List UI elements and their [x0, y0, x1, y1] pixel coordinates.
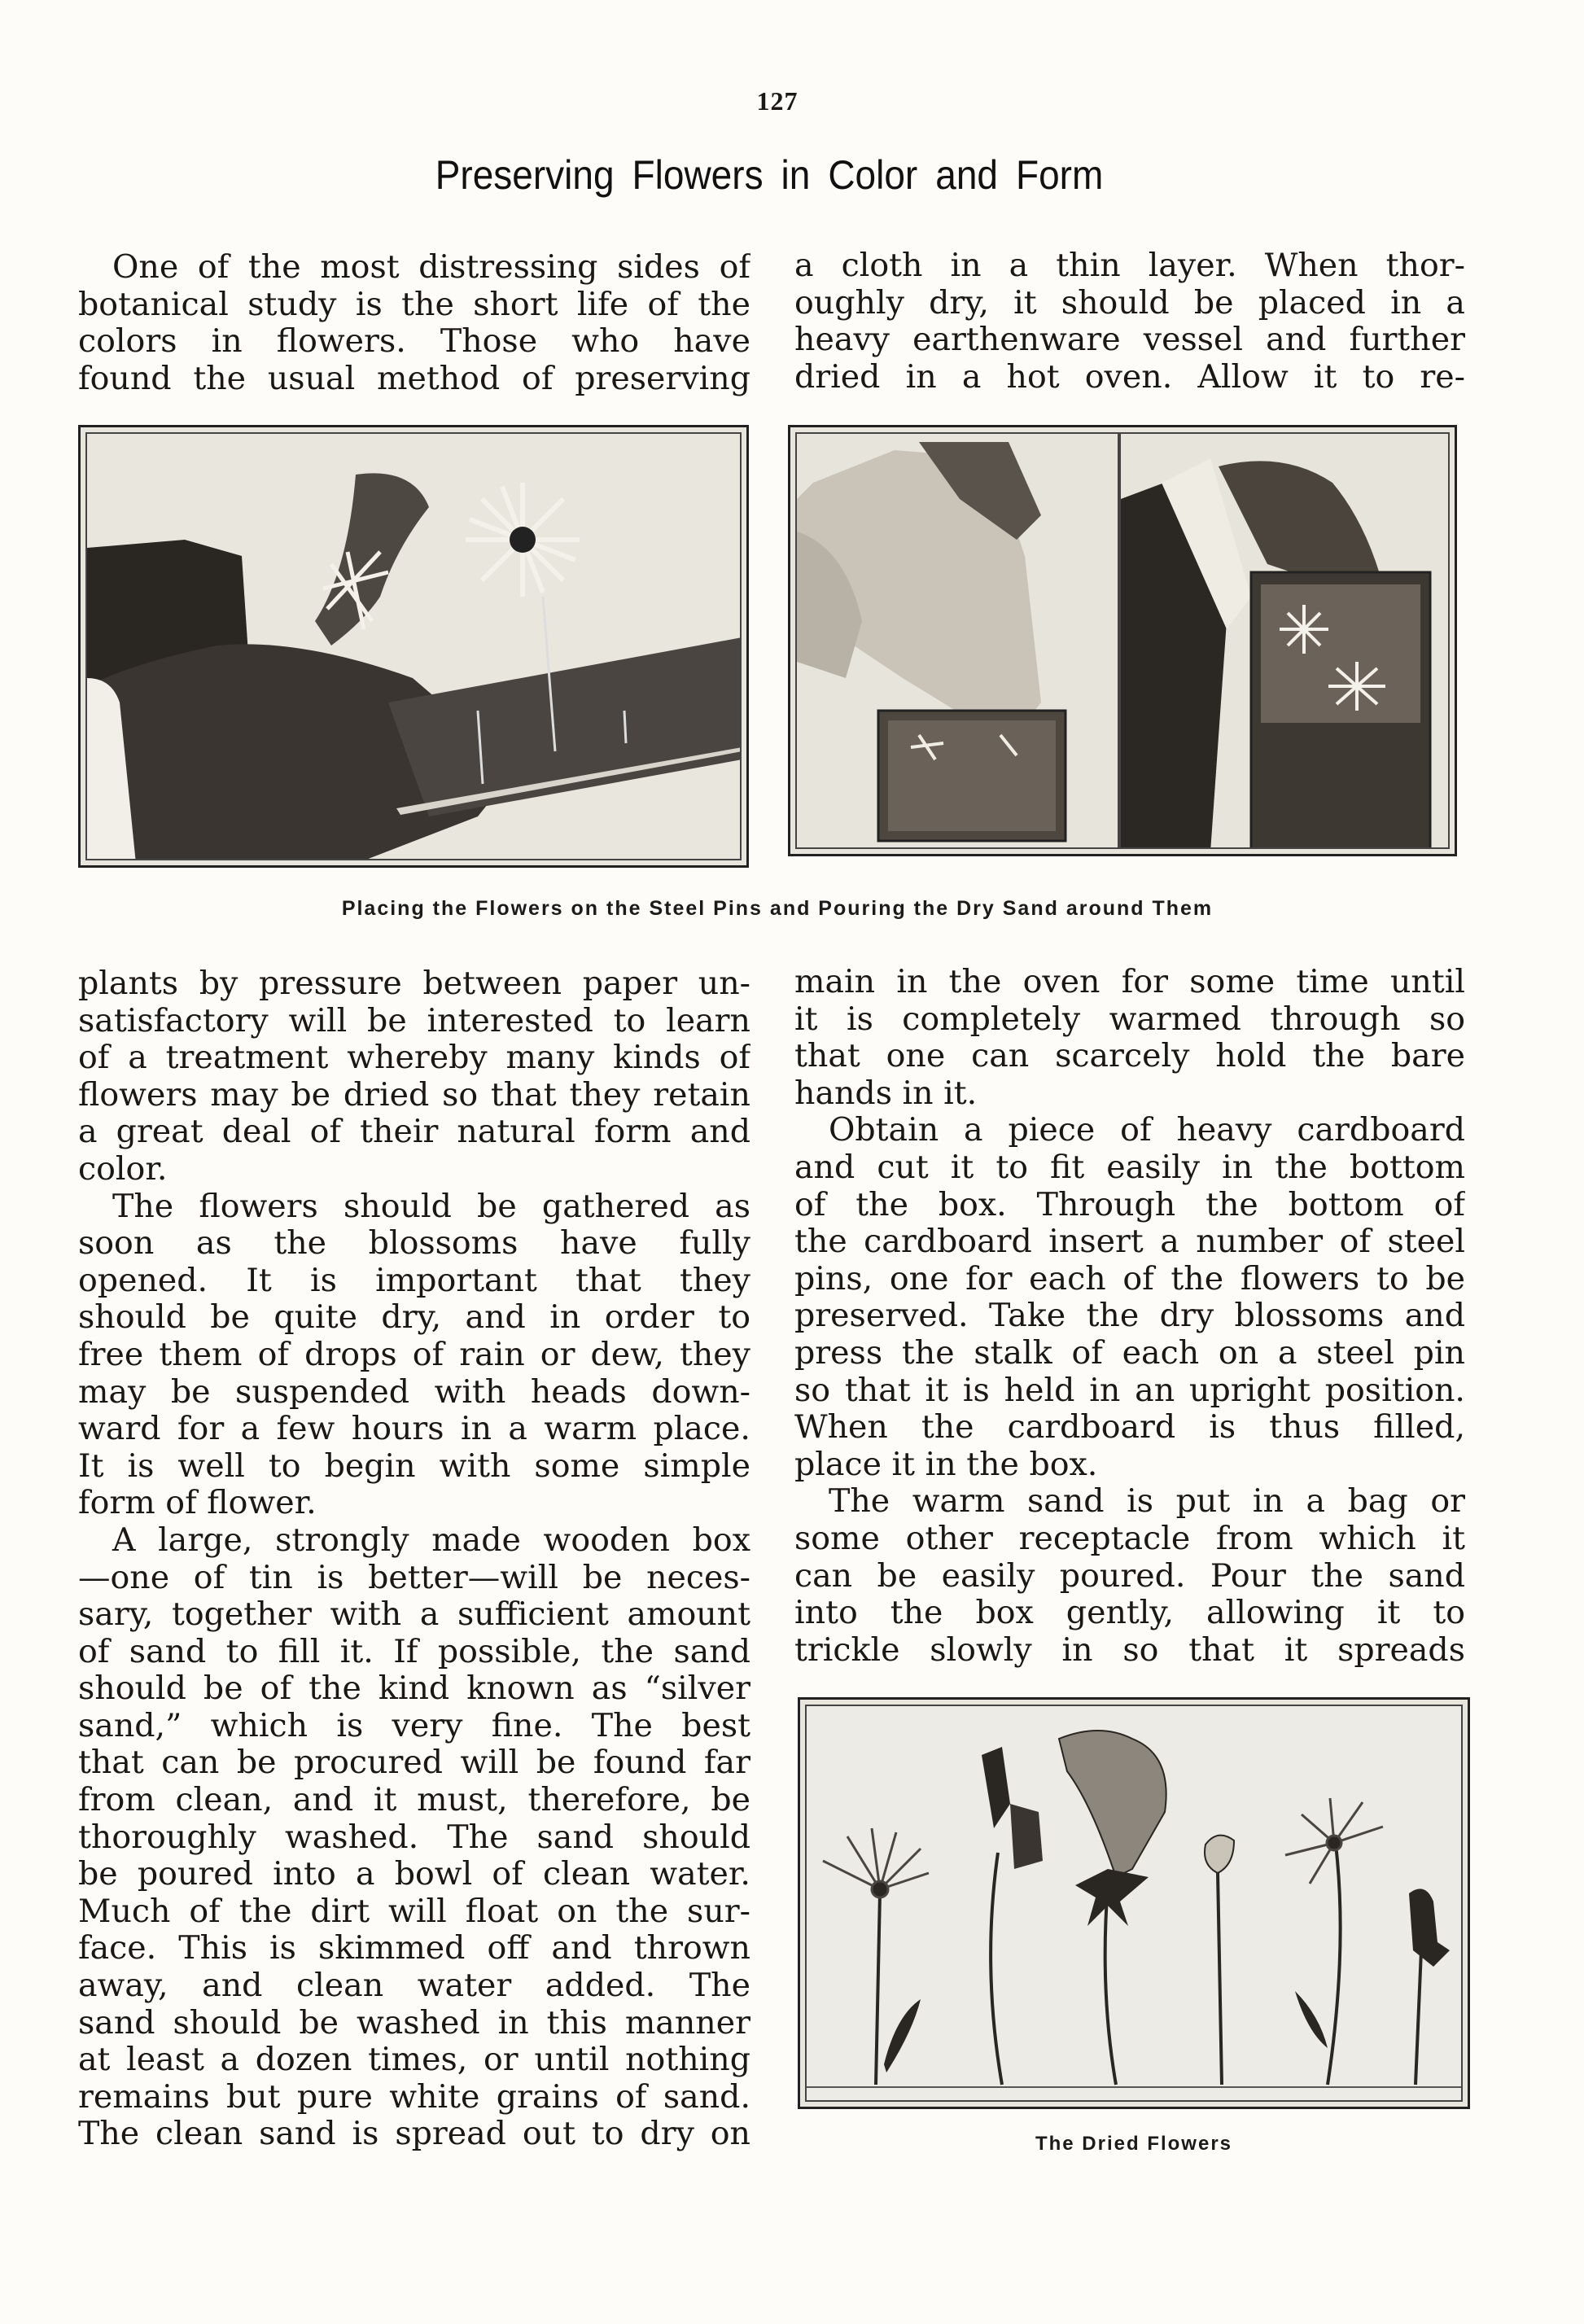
text-line: sand,” which is very fine. The best: [78, 1707, 750, 1744]
text-line: The clean sand is spread out to dry on: [78, 2116, 750, 2153]
text-line: should be of the kind known as “silver: [78, 1670, 750, 1708]
top-figure-caption: Placing the Flowers on the Steel Pins and Pouring the Dry Sand around Them: [341, 897, 1214, 920]
photo-pouring-sand-left: [795, 432, 1119, 849]
text-line: botanical study is the short life of the: [78, 286, 750, 323]
text-line: heavy earthenware vessel and further: [794, 322, 1465, 359]
placing-flowers-illustration: [87, 434, 742, 860]
text-line: ward for a few hours in a warm place.: [78, 1411, 750, 1448]
photo-image: [805, 1705, 1463, 2102]
text-line: found the usual method of preserving: [78, 360, 750, 397]
arranging-flowers-illustration: [1121, 434, 1448, 849]
text-line: of a treatment whereby many kinds of: [78, 1039, 750, 1077]
text-line: dried in a hot oven. Allow it to re-: [794, 358, 1465, 396]
text-line: form of flower.: [78, 1485, 317, 1522]
page-number: 127: [756, 86, 799, 116]
text-line: away, and clean water added. The: [78, 1967, 750, 2005]
photo-placing-flowers: [78, 425, 749, 868]
text-line: it is completely warmed through so: [794, 1000, 1465, 1038]
text-line: preserved. Take the dry blossoms and: [794, 1298, 1465, 1335]
text-line: of the box. Through the bottom of: [794, 1186, 1465, 1223]
text-line: from clean, and it must, therefore, be: [78, 1782, 750, 1819]
text-line: face. This is skimmed off and thrown: [78, 1930, 750, 1967]
text-line: pins, one for each of the flowers to be: [794, 1260, 1465, 1298]
text-line: color.: [78, 1150, 168, 1188]
text-line: opened. It is important that they: [78, 1262, 750, 1299]
text-line: free them of drops of rain or dew, they: [78, 1336, 750, 1373]
intro-right-column: [794, 247, 1465, 396]
text-line: so that it is held in an upright position.: [794, 1372, 1465, 1409]
dried-flowers-illustration: [807, 1706, 1463, 2102]
bottom-figure-caption: The Dried Flowers: [1035, 2133, 1233, 2155]
text-line: into the box gently, allowing it to: [794, 1595, 1465, 1632]
text-line: The warm sand is put in a bag or: [829, 1483, 1465, 1521]
body-left-column: [78, 965, 750, 2153]
text-line: that can be procured will be found far: [78, 1744, 750, 1782]
text-line: press the stalk of each on a steel pin: [794, 1334, 1465, 1372]
text-line: a cloth in a thin layer. When thor-: [794, 247, 1465, 284]
text-line: The flowers should be gathered as: [112, 1188, 750, 1225]
text-line: may be suspended with heads down-: [78, 1373, 750, 1411]
text-line: —one of tin is better—will be neces-: [78, 1559, 750, 1596]
text-line: When the cardboard is thus filled,: [794, 1409, 1465, 1446]
text-line: the cardboard insert a number of steel: [794, 1223, 1465, 1261]
photo-dried-flowers: [798, 1697, 1470, 2109]
text-line: place it in the box.: [794, 1446, 1098, 1483]
text-line: be poured into a bowl of clean water.: [78, 1856, 750, 1893]
text-line: soon as the blossoms have fully: [78, 1225, 750, 1263]
text-line: It is well to begin with some simple: [78, 1447, 750, 1485]
text-line: One of the most distressing sides of: [112, 249, 750, 286]
text-line: plants by pressure between paper un-: [78, 965, 750, 1002]
text-line: sand should be washed in this manner: [78, 2004, 750, 2042]
article-title: Preserving Flowers in Color and Form: [435, 152, 1104, 198]
pouring-sand-illustration: [797, 434, 1118, 849]
text-line: main in the oven for some time until: [794, 964, 1465, 1000]
text-line: remains but pure white grains of sand.: [78, 2078, 750, 2116]
photo-image: [85, 432, 742, 860]
text-line: should be quite dry, and in order to: [78, 1299, 750, 1337]
text-line: oughly dry, it should be placed in a: [794, 284, 1465, 322]
text-line: that one can scarcely hold the bare: [794, 1038, 1465, 1075]
text-line: and cut it to fit easily in the bottom: [794, 1149, 1465, 1186]
text-line: at least a dozen times, or until nothing: [78, 2042, 750, 2079]
text-line: some other receptacle from which it: [794, 1520, 1465, 1557]
photo-pouring-sand: [788, 425, 1457, 856]
body-right-column: [794, 964, 1465, 1669]
text-line: thoroughly washed. The sand should: [78, 1818, 750, 1856]
text-line: A large, strongly made wooden box: [112, 1521, 750, 1559]
text-line: sary, together with a sufficient amount: [78, 1596, 750, 1634]
text-line: can be easily poured. Pour the sand: [794, 1557, 1465, 1595]
text-line: a great deal of their natural form and: [78, 1114, 750, 1151]
text-line: of sand to fill it. If possible, the sand: [78, 1633, 750, 1670]
text-line: satisfactory will be interested to learn: [78, 1002, 750, 1039]
photo-pouring-sand-right: [1119, 432, 1450, 849]
text-line: Obtain a piece of heavy cardboard: [829, 1112, 1465, 1149]
text-line: trickle slowly in so that it spreads: [794, 1631, 1465, 1669]
intro-left-column: [78, 249, 750, 397]
text-line: flowers may be dried so that they retain: [78, 1076, 750, 1114]
text-line: Much of the dirt will float on the sur-: [78, 1893, 750, 1930]
text-line: colors in flowers. Those who have: [78, 323, 750, 361]
text-line: hands in it.: [794, 1074, 978, 1112]
